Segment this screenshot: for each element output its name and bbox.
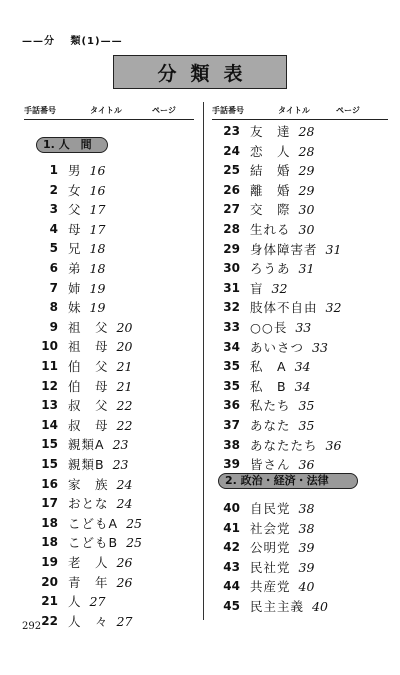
entry-page: 32 xyxy=(325,300,342,316)
entry-number: 39 xyxy=(223,457,240,472)
entry-title: 妹 xyxy=(68,300,82,316)
list-item xyxy=(41,610,133,632)
entry-title: 人 々 xyxy=(68,613,109,629)
entry-number: 4 xyxy=(49,221,58,236)
entry-page: 33 xyxy=(312,339,328,355)
entry-title: 親類B xyxy=(68,457,105,472)
entry-title: 私 A xyxy=(250,359,287,375)
entry-title: 公明党 xyxy=(250,540,291,556)
entry-page: 38 xyxy=(298,501,315,516)
entry-page: 18 xyxy=(89,241,106,257)
entry-number: 11 xyxy=(41,359,58,373)
entry-title: 肢体不自由 xyxy=(250,300,318,316)
entry-number: 32 xyxy=(223,300,240,315)
entry-number: 38 xyxy=(223,437,240,452)
entry-page: 34 xyxy=(294,378,311,394)
entry-number: 33 xyxy=(223,320,240,334)
entry-number: 27 xyxy=(223,202,240,217)
entry-title: おとな xyxy=(68,496,109,512)
entry-title: 老 人 xyxy=(68,555,109,570)
entry-page: 35 xyxy=(298,418,315,433)
entry-page: 34 xyxy=(294,359,311,375)
entry-title: 民主主義 xyxy=(250,599,305,614)
entry-title: 生れる xyxy=(250,222,291,237)
entry-page: 16 xyxy=(89,163,106,178)
entry-number: 9 xyxy=(49,319,58,334)
entry-title: 社会党 xyxy=(250,520,291,536)
entry-number: 12 xyxy=(41,378,58,393)
entry-page: 18 xyxy=(89,261,106,276)
entry-number: 13 xyxy=(41,398,58,413)
entry-number: 30 xyxy=(223,261,240,276)
page-number: 292 xyxy=(22,621,42,632)
entry-page: 21 xyxy=(116,359,133,374)
entry-title: 父 xyxy=(68,202,82,218)
entry-number: 2 xyxy=(49,182,58,197)
entry-page: 29 xyxy=(298,182,315,198)
header-number: 手話番号 xyxy=(24,106,56,115)
entry-title: 祖 父 xyxy=(68,319,109,335)
entry-page: 29 xyxy=(298,163,315,179)
entry-page: 36 xyxy=(298,457,315,473)
entry-title: 恋 人 xyxy=(250,143,291,159)
entry-number: 25 xyxy=(223,163,240,178)
entry-title: 身体障害者 xyxy=(250,241,318,257)
entry-number: 35 xyxy=(223,359,240,374)
entry-number: 14 xyxy=(41,417,58,432)
entry-page: 23 xyxy=(112,457,129,472)
entry-title: こどもB xyxy=(68,535,119,551)
entry-title: 人 xyxy=(68,594,82,610)
running-head: ——分 類(1)—— xyxy=(22,36,123,47)
entry-number: 15 xyxy=(41,457,58,471)
entry-title: 兄 xyxy=(68,241,82,257)
left-header-rule xyxy=(24,119,194,120)
entry-title: 共産党 xyxy=(250,579,291,595)
entry-page: 33 xyxy=(295,320,312,335)
entry-title: 弟 xyxy=(68,261,82,276)
entry-page: 23 xyxy=(112,437,129,453)
entry-page: 39 xyxy=(298,559,315,575)
section-heading: 2. 政治・経済・法律 xyxy=(218,473,358,489)
entry-title: 私たち xyxy=(250,398,291,414)
list-item xyxy=(223,595,328,617)
entry-title: あなたたち xyxy=(250,437,318,453)
entry-page: 35 xyxy=(298,398,315,414)
header-page: ページ xyxy=(336,106,360,115)
entry-page: 26 xyxy=(116,574,133,590)
entry-page: 17 xyxy=(89,221,106,237)
entry-number: 6 xyxy=(49,261,58,275)
entry-page: 30 xyxy=(298,202,315,218)
header-number: 手話番号 xyxy=(212,106,244,115)
entry-page: 31 xyxy=(298,261,315,277)
entry-number: 7 xyxy=(49,280,58,295)
entry-title: 親類A xyxy=(68,437,105,453)
entry-title: 結 婚 xyxy=(250,163,291,179)
entry-page: 39 xyxy=(298,540,315,556)
entry-title: 自民党 xyxy=(250,501,291,516)
entry-page: 22 xyxy=(116,398,133,414)
header-title: タイトル xyxy=(90,106,122,115)
entry-page: 17 xyxy=(89,202,106,218)
entry-title: 祖 母 xyxy=(68,339,109,355)
entry-title: 民社党 xyxy=(250,559,291,575)
entry-number: 22 xyxy=(41,613,58,628)
entry-title: ろうあ xyxy=(250,261,291,277)
page-title: 分類表 xyxy=(113,55,287,89)
entry-number: 45 xyxy=(223,599,240,613)
entry-title: 交 際 xyxy=(250,202,291,218)
entry-number: 37 xyxy=(223,418,240,432)
entry-page: 16 xyxy=(89,182,106,198)
entry-page: 20 xyxy=(116,319,133,335)
header-page: ページ xyxy=(152,106,176,115)
entry-title: 姉 xyxy=(68,280,82,296)
entry-page: 19 xyxy=(89,280,106,296)
entry-number: 1 xyxy=(49,163,58,177)
entry-number: 40 xyxy=(223,501,240,515)
entry-number: 20 xyxy=(41,574,58,589)
entry-title: 皆さん xyxy=(250,457,291,473)
list-item xyxy=(223,453,315,475)
entry-number: 44 xyxy=(223,579,240,594)
entry-title: 青 年 xyxy=(68,574,109,590)
entry-page: 25 xyxy=(126,535,142,551)
entry-number: 15 xyxy=(41,437,58,452)
entry-number: 21 xyxy=(41,594,58,609)
entry-title: あなた xyxy=(250,418,291,433)
section-heading: 1. 人 間 xyxy=(36,137,108,153)
entry-number: 36 xyxy=(223,398,240,413)
entry-number: 3 xyxy=(49,202,58,217)
entry-title: あいさつ xyxy=(250,339,305,355)
entry-title: 女 xyxy=(68,182,82,198)
entry-page: 20 xyxy=(116,339,133,355)
entry-title: 私 B xyxy=(250,378,287,394)
entry-title: 叔 母 xyxy=(68,417,109,433)
entry-number: 23 xyxy=(223,124,240,138)
entry-title: こどもA xyxy=(68,515,119,531)
entry-title: 男 xyxy=(68,163,82,178)
entry-number: 31 xyxy=(223,280,240,295)
entry-page: 40 xyxy=(298,579,315,595)
entry-page: 25 xyxy=(126,515,142,531)
entry-page: 31 xyxy=(325,241,342,257)
entry-number: 34 xyxy=(223,339,240,354)
entry-number: 43 xyxy=(223,559,240,574)
entry-title: 伯 母 xyxy=(68,378,109,394)
entry-title: 友 達 xyxy=(250,124,291,139)
header-title: タイトル xyxy=(278,106,310,115)
entry-number: 24 xyxy=(223,143,240,158)
entry-number: 28 xyxy=(223,222,240,236)
entry-page: 27 xyxy=(89,594,106,610)
entry-number: 41 xyxy=(223,520,240,535)
entry-title: 盲 xyxy=(250,280,264,296)
entry-page: 38 xyxy=(298,520,315,536)
entry-title: 離 婚 xyxy=(250,182,291,198)
entry-title: 母 xyxy=(68,221,82,237)
entry-page: 40 xyxy=(312,599,328,614)
entry-number: 19 xyxy=(41,555,58,569)
entry-page: 28 xyxy=(298,143,315,159)
entry-page: 32 xyxy=(271,280,288,296)
entry-title: 叔 父 xyxy=(68,398,109,414)
entry-number: 42 xyxy=(223,540,240,555)
entry-page: 19 xyxy=(89,300,106,316)
entry-title: ○○長 xyxy=(250,320,288,335)
entry-number: 18 xyxy=(41,535,58,550)
entry-page: 30 xyxy=(298,222,315,237)
column-divider xyxy=(203,102,204,620)
entry-number: 29 xyxy=(223,241,240,256)
entry-page: 26 xyxy=(116,555,133,570)
entry-page: 22 xyxy=(116,417,133,433)
entry-page: 21 xyxy=(116,378,133,394)
entry-number: 18 xyxy=(41,515,58,530)
entry-page: 36 xyxy=(325,437,342,453)
entry-number: 26 xyxy=(223,182,240,197)
entry-number: 5 xyxy=(49,241,58,256)
entry-number: 8 xyxy=(49,300,58,315)
entry-title: 伯 父 xyxy=(68,359,109,374)
entry-page: 24 xyxy=(116,496,133,512)
entry-page: 28 xyxy=(298,124,315,139)
entry-number: 35 xyxy=(223,378,240,393)
entry-number: 16 xyxy=(41,476,58,491)
entry-page: 24 xyxy=(116,476,133,492)
entry-number: 10 xyxy=(41,339,58,354)
entry-number: 17 xyxy=(41,496,58,511)
entry-page: 27 xyxy=(116,613,133,629)
entry-title: 家 族 xyxy=(68,476,109,492)
